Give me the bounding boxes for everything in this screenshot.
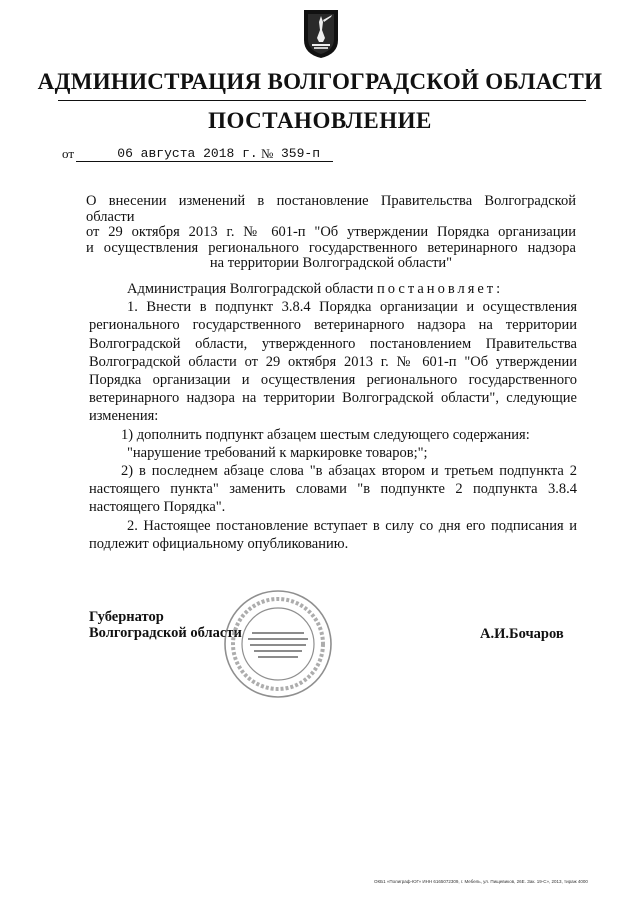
document-body [89,280,577,553]
point-2: 2. Настоящее постановление вступает в силу со дня его подписания и подлежит официальному опубликованию. [89,517,577,552]
organization-title: АДМИНИСТРАЦИЯ ВОЛГОГРАДСКОЙ ОБЛАСТИ [37,69,603,94]
subject-line: О внесении изменений в постановление Правительства Волгоградской области [86,193,576,225]
document-subject [86,194,576,272]
document-type-title: ПОСТАНОВЛЕНИЕ [208,108,432,133]
print-info: ОКБ1 «Полиграф-ЮГ» ИНН 6165072309, г. Мебель, ул. Пищевиков, 26Е. Зак. 19-С», 2013, тираж 4000 [374,879,588,884]
subject-line: от 29 октября 2013 г. № 601-п "Об утверждении Порядка организации [86,224,576,241]
signatory-name: А.И.Бочаров [480,626,564,642]
quote-text: "нарушение требований к маркировке товаров;"; [127,444,428,461]
coat-of-arms-icon [302,8,340,60]
signatory-position [89,609,242,641]
subpoint-2: 2) в последнем абзаце слова "в абзацах втором и третьем подпункта 2 настоящего пункта" заменить словами "в подпункте 2 подпункта 3.8.4 настоящего Порядка". [89,463,577,516]
position-line: Губернатор [89,609,164,625]
point-1: 1. Внести в подпункт 3.8.4 Порядка организации и осуществления регионального государственного ветеринарного надзора на территории Волгоградской области, утвержденного постановлением Правительства Волгоградской области от 29 октября 2013 г. № 601-п "Об утверждении Порядка организации и осуществления регионального государственного ветеринарного надзора на территории Волгоградской области", следующие изменения: [89,299,577,425]
position-line: Волгоградской области [89,625,242,641]
subject-line: и осуществления регионального государственного ветеринарного надзора [86,239,576,256]
intro-paragraph [89,280,577,298]
header-divider [58,100,586,101]
number-label: № [261,146,274,161]
official-stamp [222,588,334,700]
document-date: 06 августа 2018 г. [76,146,299,162]
resolution-word: постановляет: [377,281,504,297]
document-number: 359-п [278,146,333,162]
date-label: от [62,146,75,161]
subject-line: на территории Волгоградской области" [209,255,453,272]
intro-text: Администрация Волгоградской области [127,281,374,297]
subpoint-1: 1) дополнить подпункт абзацем шестым следующего содержания: [121,426,530,443]
